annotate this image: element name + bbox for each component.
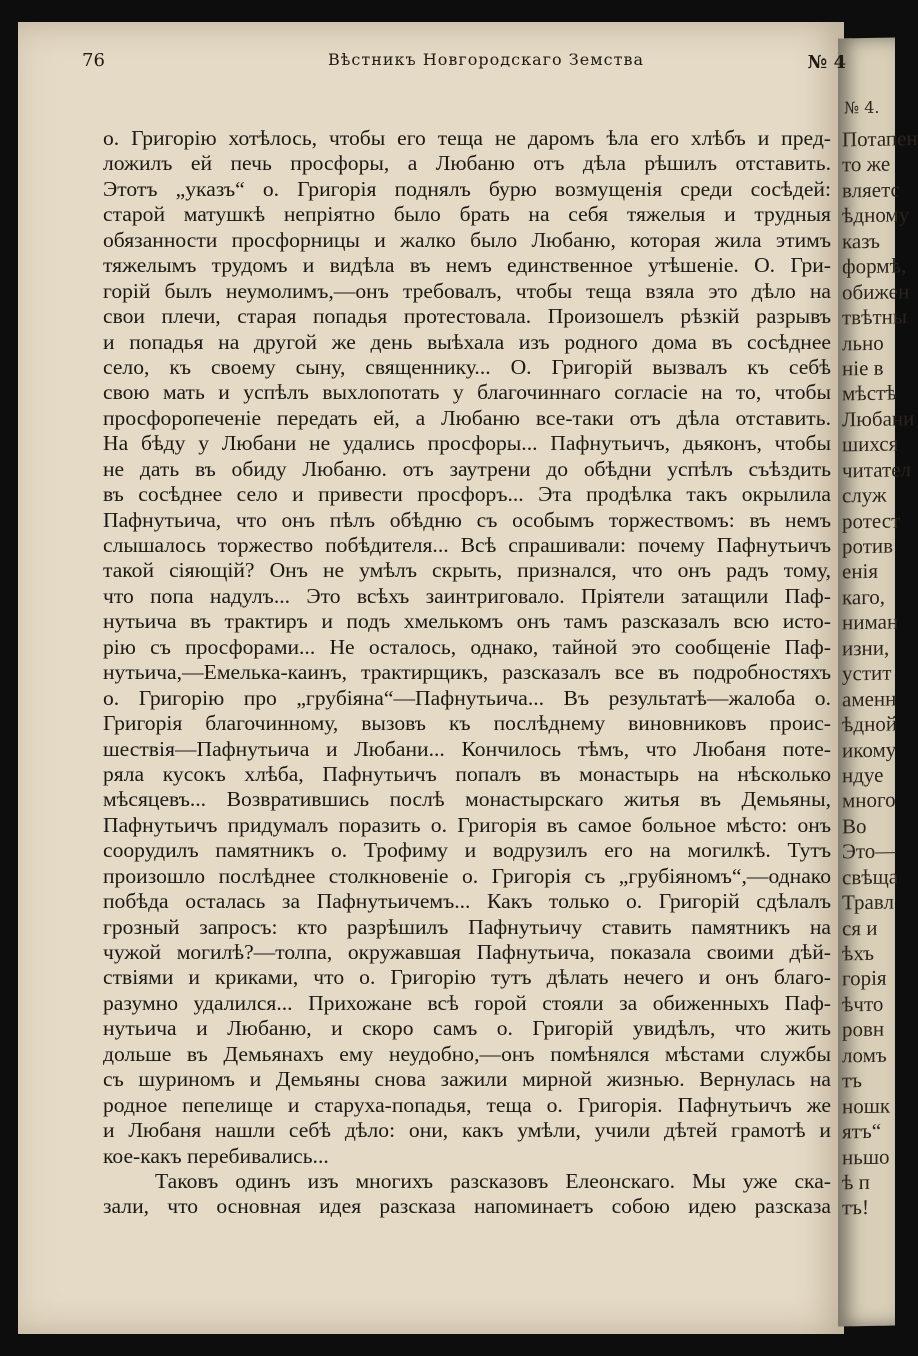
facing-page-line: много — [842, 787, 896, 813]
facing-page-line: ѣчто — [842, 991, 884, 1017]
text-line: не дать въ обиду Любаню. отъ заутрени до обѣдни успѣлъ съѣздить — [103, 456, 831, 481]
facing-page-line: устит — [842, 660, 892, 686]
facing-page-line: енія — [842, 559, 879, 584]
page-header — [82, 48, 846, 78]
facing-page-line: шихся — [842, 431, 899, 457]
facing-page-line: Потапен — [842, 126, 918, 152]
facing-page-line: казъ — [842, 228, 881, 254]
facing-page-line: мѣстѣ — [842, 380, 897, 406]
facing-page-line: тъ! — [842, 1195, 870, 1220]
text-line: кое-какъ перебивались... — [103, 1143, 329, 1168]
text-line: свои плечи, старая попадья протестовала. Произошелъ рѣзкій разрывъ — [103, 304, 831, 329]
text-line: побѣда осталась за Пафнутьичемъ... Какъ только о. Григорій сдѣлалъ — [103, 889, 831, 914]
text-line: о. Григорію хотѣлось, чтобы его теща не даромъ ѣла его хлѣбъ и пред- — [103, 126, 831, 150]
facing-page-line: изни, — [842, 635, 890, 661]
text-line: дольше въ Демьянахъ ему неудобно,—онъ помѣнялся мѣстами службы — [103, 1041, 831, 1066]
facing-page-line: обижен — [842, 278, 910, 305]
facing-page-line: свѣща — [842, 864, 899, 890]
text-line: родное пепелище и старуха-попадья, теща о. Григорія. Пафнутьичъ же — [103, 1092, 831, 1117]
facing-page-edge — [838, 38, 918, 1327]
text-line: Таковъ одинъ изъ многихъ разсказовъ Елеонскаго. Мы уже ска- — [155, 1168, 831, 1193]
text-line: мѣсяцевъ... Возвратившись послѣ монастырскаго житья въ Демьяны, — [103, 787, 831, 812]
facing-page-line: тъ — [842, 1068, 863, 1093]
text-line: и Любаня нашли себѣ дѣло: они, какъ умѣли, учили дѣтей грамотѣ и — [103, 1118, 831, 1143]
text-line: ряла кусокъ хлѣба, Пафнутьичъ попалъ въ монастырь на нѣсколько — [103, 761, 831, 786]
facing-page-line: то же — [842, 152, 891, 177]
facing-page-line: ятъ“ — [842, 1118, 882, 1144]
text-line: На бѣду у Любани не удались просфоры... Пафнутьичъ, дьяконъ, чтобы — [103, 431, 831, 456]
facing-page-line: ротест — [842, 507, 901, 533]
facing-page-line: икому — [842, 736, 897, 762]
text-line: соорудилъ памятникъ о. Трофиму и водрузилъ его на могилкѣ. Тутъ — [103, 838, 831, 863]
text-line: свою мать и успѣлъ выхлопотать у благочиннаго согласіе на то, чтобы — [103, 380, 831, 405]
text-line: просфоропеченіе передать ей, а Любаню все-таки отъ дѣла отставить. — [103, 405, 831, 430]
facing-page-header: № 4. — [844, 97, 880, 118]
text-line: шествія—Пафнутьича и Любани... Кончилось тѣмъ, что Любаня поте- — [103, 736, 831, 761]
text-line: Пафнутьичъ придумалъ поразить о. Григорія въ самое больное мѣсто: онъ — [103, 812, 831, 837]
text-line: ствіями и криками, что о. Григорію тутъ дѣлать нечего и онъ благо- — [103, 965, 831, 990]
text-line: нутьича въ трактиръ и подъ хмелькомъ онъ тамъ разсказалъ всю исто- — [103, 609, 831, 634]
facing-page-line: Это— — [842, 838, 897, 864]
facing-page-line: формѣ, — [842, 253, 907, 279]
text-line: нутьича и Любаню, и скоро самъ о. Григорій увидѣлъ, что жить — [103, 1016, 831, 1041]
text-line: такой сіяющій? Онъ не умѣлъ скрыть, признался, что онъ радъ тому, — [103, 558, 831, 583]
facing-page-line: ѣ п — [842, 1169, 870, 1195]
text-line: нутьича,—Емелька-каинъ, трактирщикъ, разсказалъ все въ подробностяхъ — [103, 660, 831, 685]
facing-page-line: ровн — [842, 1017, 885, 1042]
text-line: обязанности просфорницы и жалко было Любаню, которая жила этимъ — [103, 227, 831, 252]
text-line: разумно удалился... Прихожане всѣ горой стояли за обиженныхъ Паф- — [103, 990, 831, 1015]
text-line: и попадья на другой же день выѣхала изъ родного дома въ сосѣднее — [103, 329, 831, 354]
facing-page-line: ніе в — [842, 355, 884, 381]
text-line: слышалось торжество побѣдителя... Всѣ спрашивали: почему Пафнутьичъ — [103, 533, 831, 557]
facing-page-line: Травл — [842, 889, 894, 915]
text-line: чужой могилѣ?—толпа, окружавшая Пафнутьича, показала своими дѣй- — [103, 940, 831, 964]
facing-page-line: каго, — [842, 584, 886, 610]
text-line: горій былъ неумолимъ,—онъ требовалъ, чтобы теща взяла это дѣло на — [103, 278, 831, 303]
text-line: ложилъ ей печь просфоры, а Любаню отъ дѣла рѣшилъ отставить. — [103, 151, 831, 176]
text-line: произошло послѣднее столкновеніе о. Григорія съ „грубіяномъ“,—однако — [103, 863, 831, 888]
text-line: старой матушкѣ непріятно было брать на себя тяжелыя и трудныя — [103, 202, 831, 227]
text-line: рію съ просфорами... Не осталось, однако, тайной это сообщеніе Паф- — [103, 634, 831, 659]
text-line: Пафнутьича, что онъ пѣлъ обѣдню съ особымъ торжествомъ: въ немъ — [103, 507, 831, 532]
facing-page-line: ѣдной — [842, 711, 898, 737]
text-line: о. Григорію про „грубіяна“—Пафнутьича... Въ результатѣ—жалоба о. — [103, 685, 831, 710]
facing-page-line: ѣдному — [842, 202, 910, 228]
facing-page-line: Любани — [842, 405, 915, 432]
facing-page-line: ньшо — [842, 1144, 890, 1169]
facing-page-line: горія — [842, 966, 887, 991]
page-number: 76 — [82, 50, 105, 71]
issue-mark: № 4 — [807, 52, 846, 73]
facing-page-line: ниман — [842, 609, 899, 635]
text-line: что попа надулъ... Это всѣхъ заинтриговало. Пріятели затащили Паф- — [103, 583, 831, 608]
facing-page-line: ся и — [842, 915, 878, 940]
facing-page-line: аменн — [842, 686, 897, 712]
running-title: Вѣстникъ Новгородскаго Земства — [328, 50, 644, 69]
text-line: съ шуриномъ и Демьяны снова зажили мирной жизнью. Вернулась на — [103, 1067, 831, 1092]
facing-page-line: Во — [842, 813, 867, 839]
text-line: Этотъ „указъ“ о. Григорія поднялъ бурю возмущенія среди сосѣдей: — [103, 176, 831, 201]
text-line: тяжелымъ трудомъ и видѣла въ немъ единственное утѣшеніе. О. Гри- — [103, 253, 831, 278]
facing-page-line: ѣхъ — [842, 940, 874, 966]
facing-page-line: вляетс — [842, 177, 900, 203]
text-line: грозный запросъ: кто разрѣшилъ Пафнутьичу ставить памятникъ на — [103, 914, 831, 939]
facing-page-line: ротив — [842, 533, 894, 559]
facing-page-line: служ — [842, 482, 887, 508]
facing-page-text — [838, 126, 918, 1222]
text-line: зали, что основная идея разсказа напоминаетъ собою идею разсказа — [103, 1194, 831, 1219]
facing-page-line: льно — [842, 330, 884, 355]
facing-page-line: ломъ — [842, 1042, 887, 1068]
facing-page-line: читател — [842, 456, 911, 483]
text-line: село, къ своему сыну, священнику... О. Григорій вызвалъ къ себѣ — [103, 354, 831, 379]
body-text — [103, 126, 831, 1220]
text-line: въ сосѣднее село и привести просфоръ... Эта продѣлка такъ окрылила — [103, 482, 831, 507]
facing-page-line: твѣтны — [842, 304, 908, 330]
text-line: Григорія благочинному, вызовъ къ послѣднему виновниковъ проис- — [103, 711, 831, 736]
facing-page-line: ношк — [842, 1093, 891, 1119]
facing-page-line: ндуе — [842, 762, 884, 788]
